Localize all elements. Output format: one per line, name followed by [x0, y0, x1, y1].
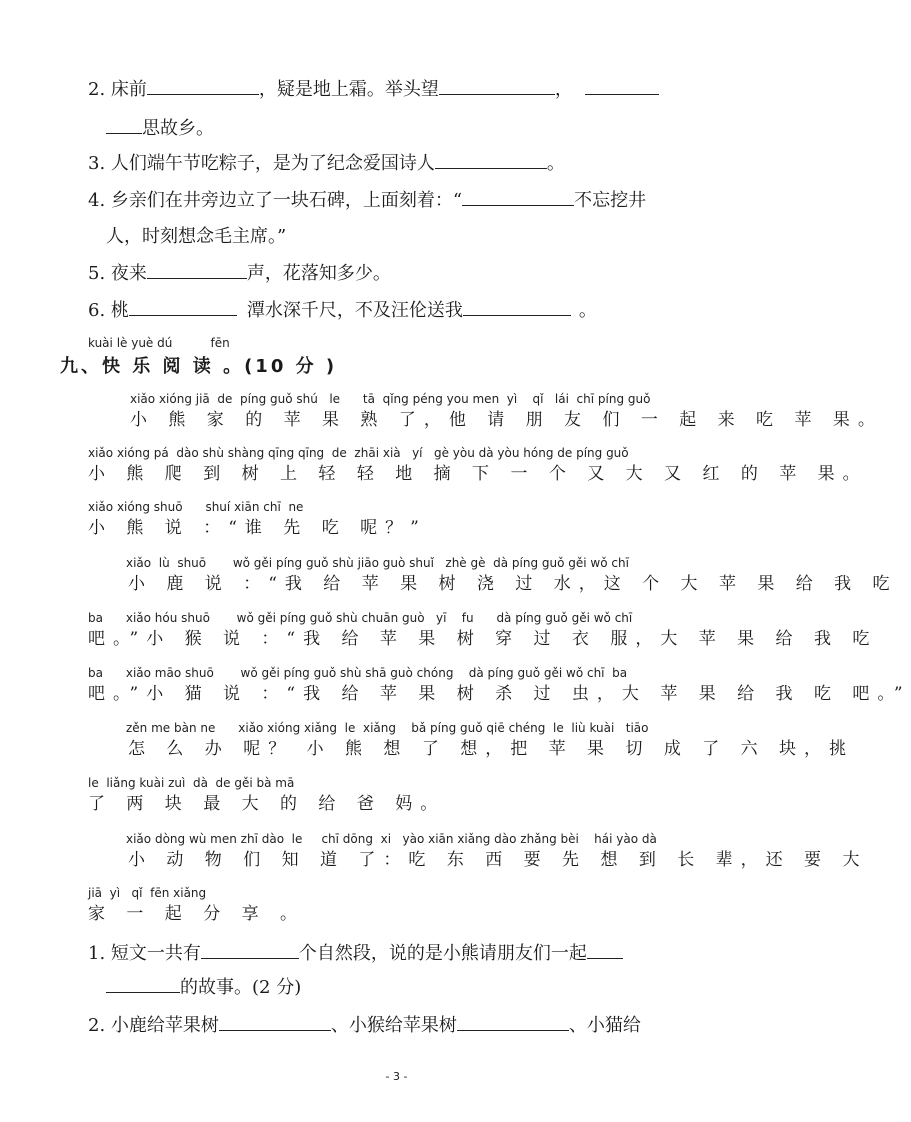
story-line: 吧。”小 猫 说 ：“我 给 苹 果 树 杀 过 虫，大 苹 果 给 我 吃 吧。” — [88, 684, 911, 704]
answer-blank[interactable] — [439, 78, 555, 95]
rq1-text-a: 1. 短文一共有 — [88, 943, 201, 964]
pinyin-line: xiǎo xióng jiā de píng guǒ shú le tā qǐng péng you men yì qǐ lái chī píng guǒ — [130, 392, 651, 406]
pinyin-line: xiǎo lù shuō wǒ gěi píng guǒ shù jiāo guò shuǐ zhè gè dà píng guǒ gěi wǒ chī — [126, 556, 629, 570]
answer-blank[interactable] — [106, 117, 142, 134]
reading-question-2 — [88, 1014, 641, 1037]
pinyin-line: ba xiǎo māo shuō wǒ gěi píng guǒ shù shā guò chóng dà píng guǒ gěi wǒ chī ba — [88, 666, 628, 680]
page-number: - 3 - — [385, 1070, 408, 1083]
story-line: 小 熊 爬 到 树 上 轻 轻 地 摘 下 一 个 又 大 又 红 的 苹 果。 — [88, 464, 868, 484]
rq2-text-a: 2. 小鹿给苹果树 — [88, 1015, 219, 1036]
pinyin-line: le liǎng kuài zuì dà de gěi bà mā — [88, 776, 295, 790]
answer-blank[interactable] — [463, 299, 571, 316]
rq2-text-c: 、小猫给 — [568, 1015, 641, 1036]
fill-question-2-cont — [106, 117, 214, 140]
pinyin-line: xiǎo xióng shuō shuí xiān chī ne — [88, 500, 304, 514]
fill-question-6 — [88, 299, 597, 322]
answer-blank[interactable] — [106, 976, 180, 993]
pinyin-line: ba xiǎo hóu shuō wǒ gěi píng guǒ shù chuān guò yī fu dà píng guǒ gěi wǒ chī — [88, 611, 633, 625]
rq1-text-b: 个自然段，说的是小熊请朋友们一起 — [298, 943, 587, 964]
pinyin-line: jiā yì qǐ fēn xiǎng — [88, 886, 207, 900]
story-line: 小 熊 说 ：“谁 先 吃 呢？” — [88, 518, 427, 538]
answer-blank[interactable] — [435, 152, 547, 169]
answer-blank[interactable] — [201, 942, 299, 959]
q4-text-c: 人，时刻想念毛主席。” — [106, 226, 287, 247]
story-line: 吧。”小 猴 说 ：“我 给 苹 果 树 穿 过 衣 服，大 苹 果 给 我 吃 — [88, 629, 878, 649]
reading-question-1 — [88, 942, 623, 965]
section-heading: 九、快 乐 阅 读 。(10 分 ) — [60, 356, 338, 377]
q5-text-b: 声，花落知多少。 — [246, 263, 391, 284]
fill-question-5 — [88, 262, 391, 285]
fill-question-2 — [88, 78, 659, 101]
story-line: 小 鹿 说 ：“我 给 苹 果 树 浇 过 水，这 个 大 苹 果 给 我 吃 — [128, 574, 898, 594]
pinyin-line: xiǎo dòng wù men zhī dào le chī dōng xi yào xiān xiǎng dào zhǎng bèi hái yào dà — [126, 832, 657, 846]
q2-text-b: ，疑是地上霜。举头望 — [258, 79, 439, 100]
rq2-text-b: 、小猴给苹果树 — [330, 1015, 457, 1036]
story-line: 家 一 起 分 享 。 — [88, 904, 306, 924]
q6-text-a: 6. 桃 — [88, 300, 129, 321]
q2-text-a: 2. 床前 — [88, 79, 147, 100]
q2-text-d: 思故乡。 — [142, 118, 214, 139]
story-line: 小 动 物 们 知 道 了：吃 东 西 要 先 想 到 长 辈，还 要 大 — [128, 850, 868, 870]
pinyin-line: xiǎo xióng pá dào shù shàng qīng qīng de zhāi xià yí gè yòu dà yòu hóng de píng guǒ — [88, 446, 629, 460]
q2-text-c: ， — [554, 79, 573, 100]
rq1-text-c: 的故事。(2 分) — [180, 977, 302, 998]
q4-text-b: 不忘挖井 — [574, 190, 647, 211]
q4-text-a: 4. 乡亲们在井旁边立了一块石碑，上面刻着：“ — [88, 190, 463, 211]
answer-blank[interactable] — [585, 78, 659, 95]
fill-question-4-cont — [106, 226, 286, 248]
answer-blank[interactable] — [147, 78, 259, 95]
answer-blank[interactable] — [129, 299, 237, 316]
q6-text-c: 。 — [578, 300, 597, 321]
fill-question-4 — [88, 189, 646, 212]
pinyin-line: zěn me bàn ne xiǎo xióng xiǎng le xiǎng bǎ píng guǒ qiē chéng le liù kuài tiāo — [126, 721, 649, 735]
reading-question-1-cont — [106, 976, 301, 999]
story-line: 怎 么 办 呢？ 小 熊 想 了 想，把 苹 果 切 成 了 六 块，挑 — [128, 739, 855, 759]
answer-blank[interactable] — [462, 189, 574, 206]
q3-text-a: 3. 人们端午节吃粽子，是为了纪念爱国诗人 — [88, 153, 435, 174]
answer-blank[interactable] — [219, 1014, 331, 1031]
q5-text-a: 5. 夜来 — [88, 263, 147, 284]
story-line: 了 两 块 最 大 的 给 爸 妈。 — [88, 794, 446, 814]
story-line: 小 熊 家 的 苹 果 熟 了，他 请 朋 友 们 一 起 来 吃 苹 果。 — [130, 410, 883, 430]
section-heading-pinyin: kuài lè yuè dú fēn — [88, 336, 230, 350]
fill-question-3 — [88, 152, 565, 175]
answer-blank[interactable] — [587, 942, 623, 959]
answer-blank[interactable] — [457, 1014, 569, 1031]
answer-blank[interactable] — [147, 262, 247, 279]
q3-text-b: 。 — [546, 153, 565, 174]
q6-text-b: 潭水深千尺，不及汪伦送我 — [246, 300, 463, 321]
